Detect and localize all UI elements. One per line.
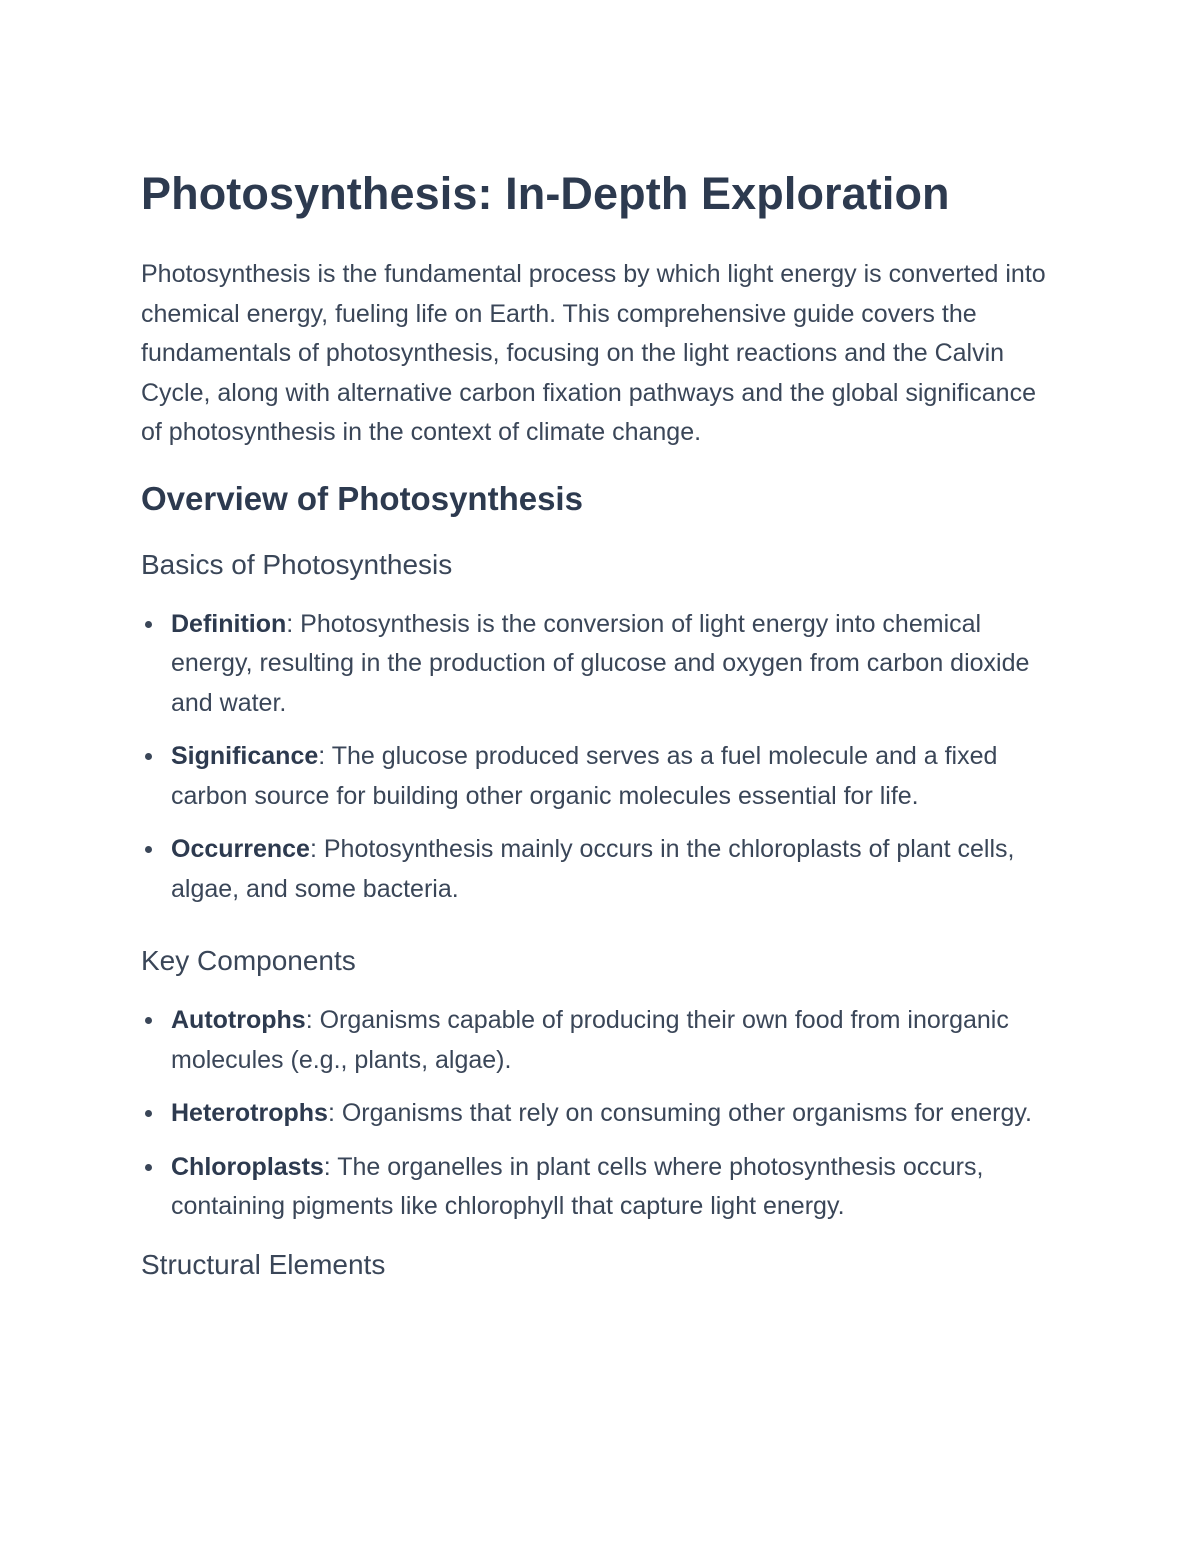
section-heading-overview: Overview of Photosynthesis: [141, 479, 583, 517]
subheading-structural-elements: Structural Elements: [141, 1248, 386, 1280]
bullet-icon: [145, 1017, 152, 1024]
list-item-term: Significance: [171, 742, 319, 770]
list-item: [141, 1001, 1060, 1080]
key-components-list: [141, 1001, 1060, 1227]
list-item-term: Occurrence: [171, 835, 310, 863]
intro-paragraph: Photosynthesis is the fundamental process by which light energy is converted into chemical energy, fueling life on Earth. This comprehensive guide covers the fundamentals of photosynthesis, focusing on the light reactions and the Calvin Cycle, along with alternative carbon fixation pathways and the global significance of photosynthesis in the context of climate change.: [141, 260, 1046, 446]
bullet-icon: [145, 621, 152, 628]
list-item: [141, 830, 1060, 909]
list-item: [141, 605, 1060, 724]
list-item-term: Heterotrophs: [171, 1099, 328, 1127]
list-item-term: Autotrophs: [171, 1006, 306, 1034]
list-item-term: Definition: [171, 609, 287, 638]
list-item-text: : Organisms that rely on consuming other organisms for energy.: [327, 1099, 1032, 1127]
list-item: [141, 737, 1060, 816]
bullet-icon: [145, 1164, 152, 1171]
list-item-text: : The glucose produced serves as a fuel molecule and a fixed carbon source for building other organic molecules essential for life.: [171, 742, 998, 810]
list-item: [141, 1094, 1060, 1134]
basics-list: [141, 605, 1060, 910]
list-item-text: : Organisms capable of producing their own food from inorganic molecules (e.g., plants, algae).: [171, 1006, 1009, 1074]
page-title: Photosynthesis: In-Depth Exploration: [141, 168, 950, 219]
list-item: [141, 1148, 1060, 1227]
bullet-icon: [145, 1110, 152, 1117]
bullet-icon: [145, 846, 152, 853]
list-item-text: : Photosynthesis is the conversion of light energy into chemical energy, resulting in the production of glucose and oxygen from carbon dioxide and water.: [171, 609, 1030, 717]
subheading-basics: Basics of Photosynthesis: [141, 548, 453, 580]
list-item-term: Chloroplasts: [171, 1152, 324, 1181]
list-item-text: : The organelles in plant cells where photosynthesis occurs, containing pigments like chlorophyll that capture light energy.: [171, 1152, 984, 1220]
list-item-text: : Photosynthesis mainly occurs in the chloroplasts of plant cells, algae, and some bacteria.: [171, 835, 1015, 903]
subheading-key-components: Key Components: [141, 945, 356, 976]
bullet-icon: [145, 753, 152, 760]
